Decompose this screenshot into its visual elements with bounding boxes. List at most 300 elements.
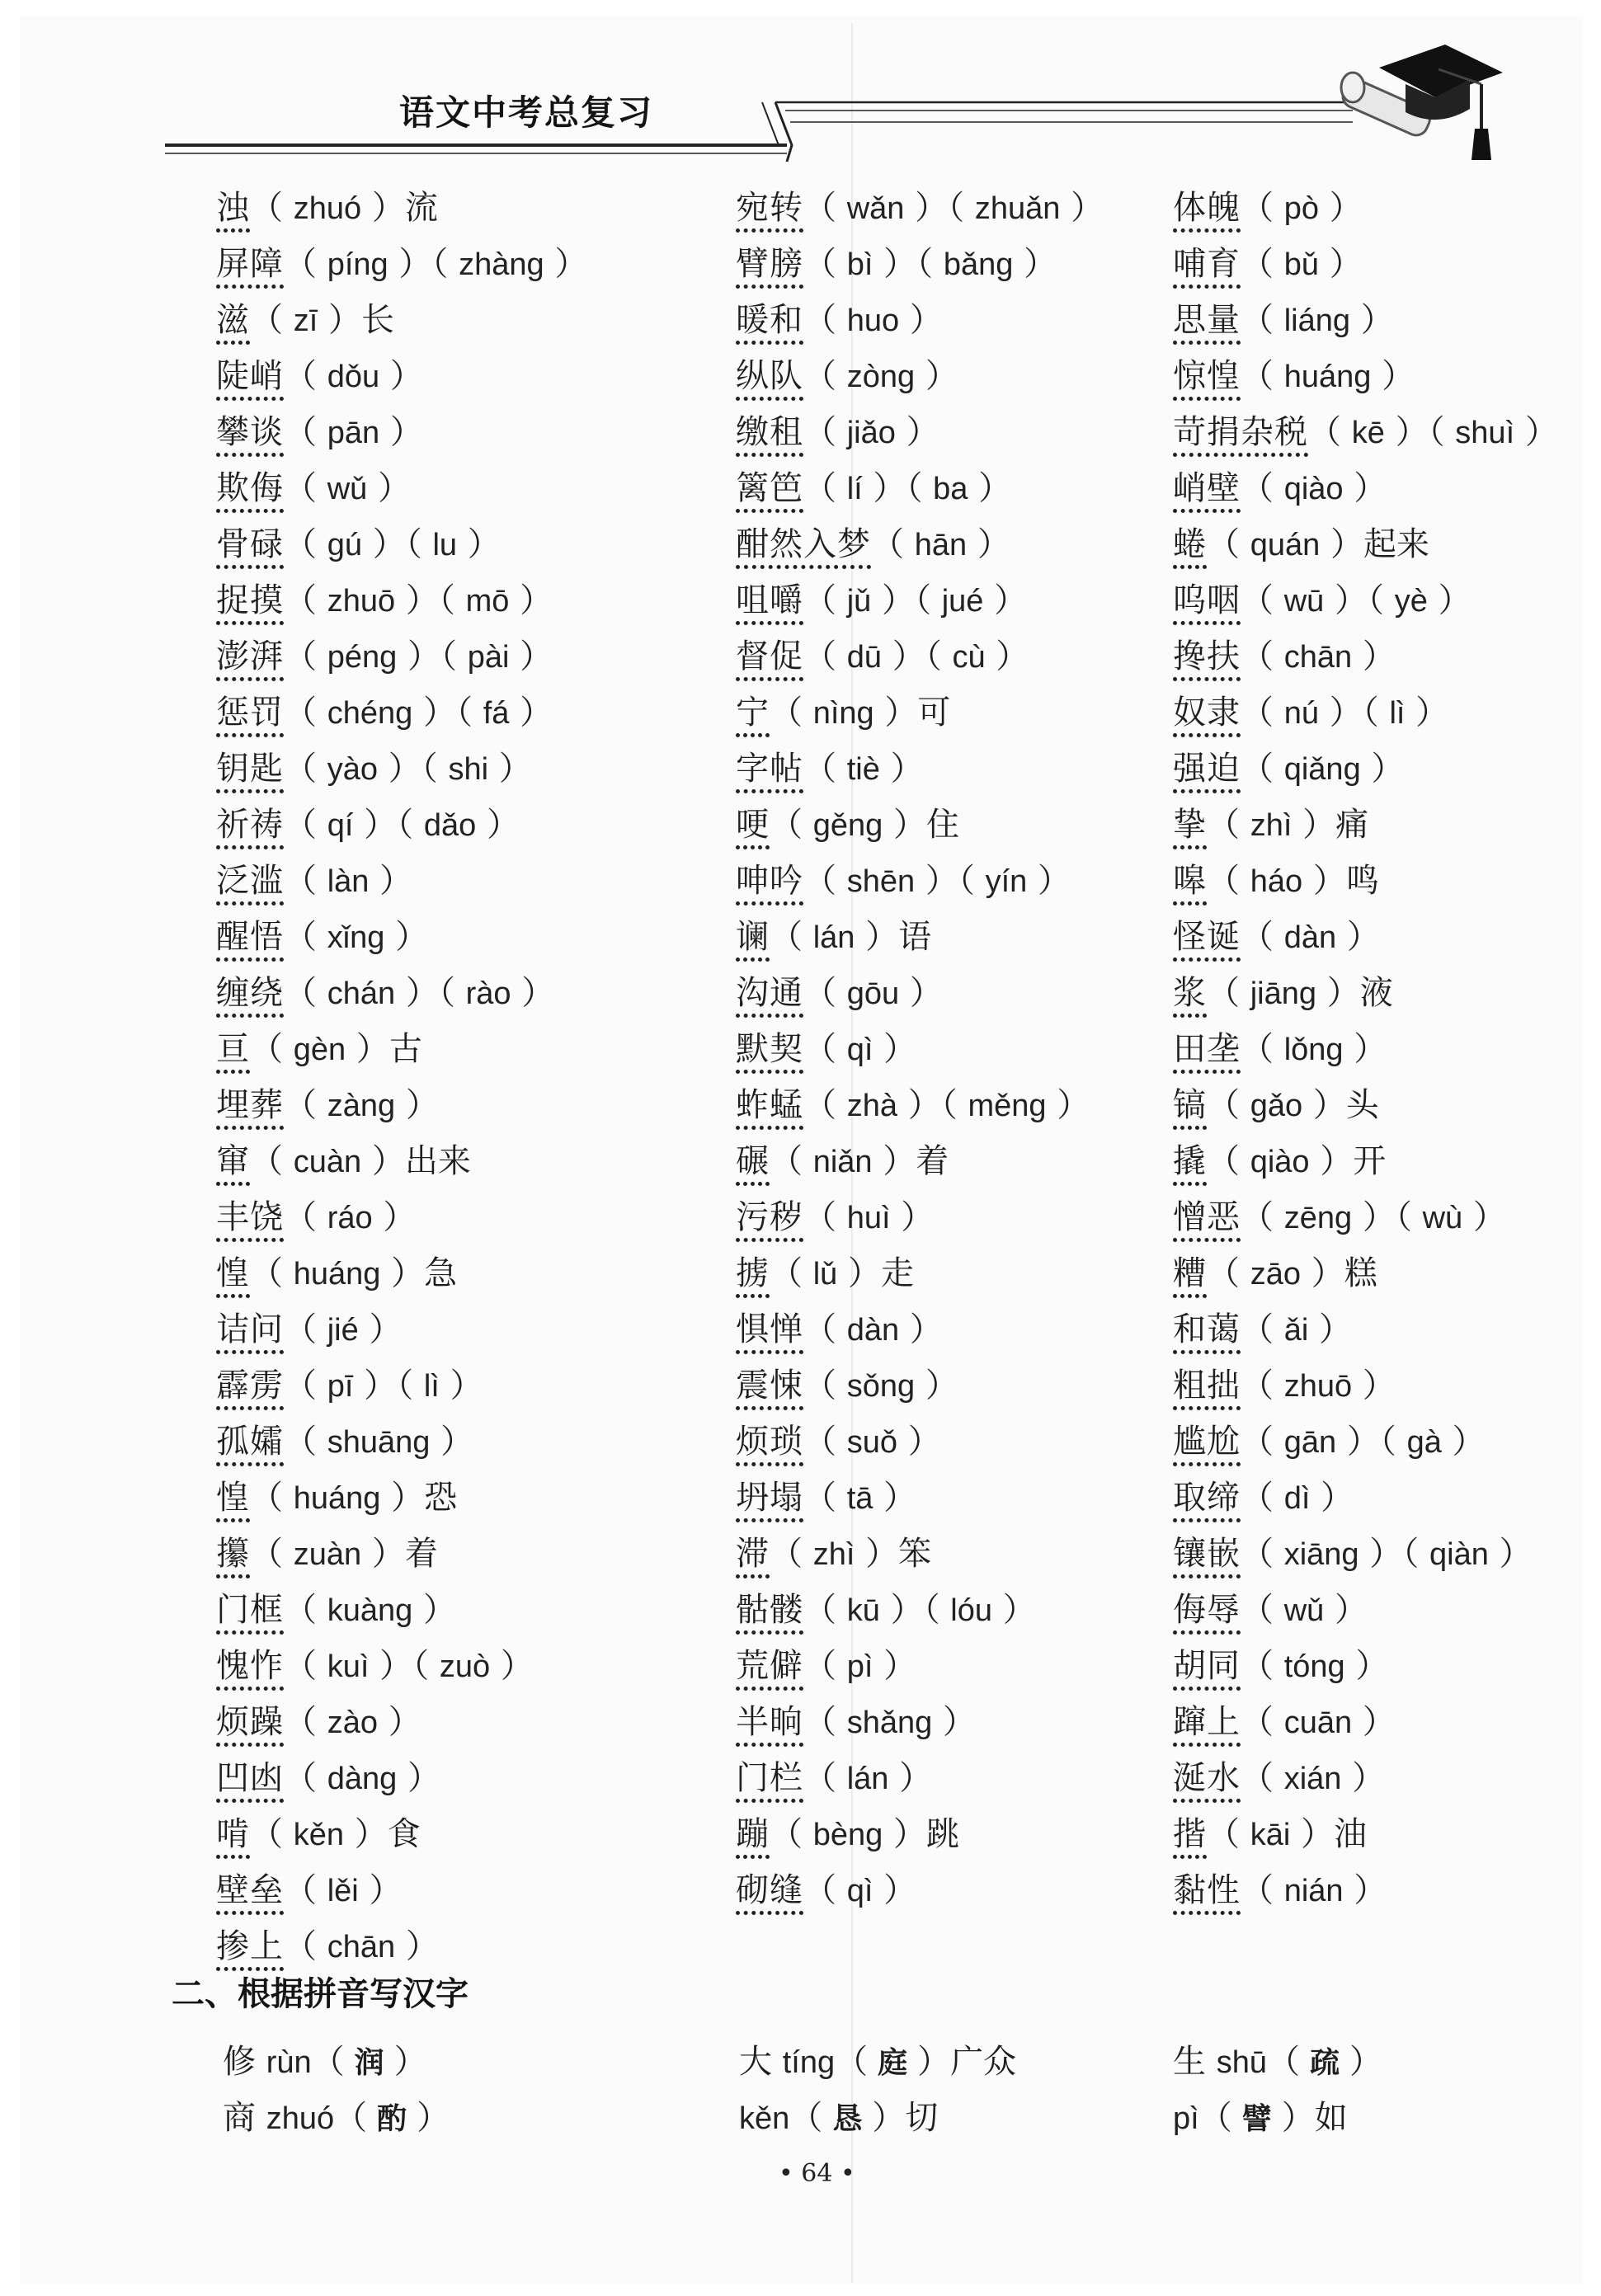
vocab-word: 缠绕 [216,974,284,1012]
paren-open: （ [1241,301,1284,339]
paren-close: ） [353,806,398,844]
paren-open: （ [1368,581,1395,619]
paren-open: （ [438,581,466,619]
paren-close: ） [384,918,429,956]
vocab-suffix: 跳 [925,1815,959,1853]
paren-close: ） [1343,1030,1387,1068]
paren-close: ） [509,638,553,675]
paren-open: （ [284,1703,327,1741]
paren-open: （ [1241,1030,1284,1068]
paren-close: ） [395,1086,439,1124]
paren-close: ） [888,1759,933,1797]
vocab-suffix: 痛 [1335,806,1369,844]
paren-open: （ [770,1254,813,1292]
paren-close: ） [1358,1535,1403,1573]
pinyin: kē [1351,416,1385,450]
vocab-word: 烦躁 [216,1703,284,1741]
pinyin: shi [448,752,489,787]
paren-close: ） [1320,525,1363,563]
vocab-suffix: 住 [925,806,959,844]
vocab-word: 泛滥 [216,862,284,900]
vocab-word: 尴尬 [1173,1423,1241,1461]
vocab-suffix: 恐 [424,1479,458,1517]
paren-open: （ [770,1815,813,1853]
pinyin: dàng [327,1762,398,1796]
paren-close: ） [367,469,412,507]
pinyin: pī [327,1369,354,1404]
vocab-word: 粗拙 [1173,1367,1241,1404]
pinyin: pān [327,416,380,450]
pinyin: zhà [846,1089,897,1123]
paren-open: （ [284,1591,327,1629]
pinyin: kěn [293,1818,344,1852]
pinyin: zhuō [327,584,396,619]
paren-close: ） [915,862,958,900]
pinyin: qí [327,808,354,843]
item-suffix: 广众 [950,2043,1017,2081]
pinyin: làn [327,864,370,899]
pinyin: bǔ [1283,247,1319,282]
pinyin: suǒ [846,1425,897,1460]
paren-close: ） [967,525,1010,563]
vocab-word: 暖和 [736,301,803,339]
paren-close: ） [1336,918,1380,956]
paren-open: （ [1241,245,1284,283]
pinyin: wǔ [1283,1593,1325,1628]
paren-close: ） [511,974,555,1012]
pinyin: zhì [1250,808,1293,843]
vocab-row [1173,1414,1601,1470]
pinyin: kū [846,1593,880,1628]
vocab-word: 黏性 [1173,1871,1241,1909]
pinyin: zhuó [293,191,362,226]
paren-close: ） [1046,1086,1090,1124]
vocab-row [216,628,678,685]
pinyin: lì [423,1369,440,1404]
vocab-word: 酣然入梦 [736,525,871,563]
pinyin-to-hanzi-item: 修 rùn（ 润 ） [223,2043,427,2081]
pinyin: lán [812,920,855,955]
paren-close: ） [344,1815,388,1853]
vocab-word: 田垄 [1173,1030,1241,1068]
item-pinyin: pì [1173,2101,1199,2136]
paren-close: ） [1488,1535,1533,1573]
pinyin: hān [914,528,968,562]
pinyin: dǒu [327,360,380,394]
paren-open: （ [915,581,942,619]
paren-close: ） [395,581,439,619]
vocab-row [1173,292,1601,348]
paren-open: （ [284,806,327,844]
paren-open: （ [284,413,327,451]
paren-open: （ [250,1142,294,1180]
paren-close: ） [837,1254,882,1292]
paren-open: （ [906,469,934,507]
paren-close: ） [1352,1703,1396,1741]
paren-open: （ [803,974,847,1012]
vocab-row [216,1806,678,1862]
item-pinyin: zhuó [266,2101,335,2136]
pinyin: gǎo [1250,1089,1303,1123]
vocab-suffix: 头 [1345,1086,1379,1124]
vocab-suffix: 油 [1334,1815,1368,1853]
paren-close: ） [378,750,421,788]
vocab-word: 惧惮 [736,1310,803,1348]
pinyin: qì [846,1033,873,1067]
paren-open: （ [250,1815,294,1853]
paren-open: （ [1241,1647,1284,1685]
paren-close: ） [369,1647,413,1685]
pinyin: zàng [327,1089,396,1123]
vocab-word: 滋 [216,301,250,339]
paren-close: ） [1343,469,1387,507]
pinyin: kuì [327,1649,370,1684]
pinyin: fá [483,696,510,731]
vocab-word: 字帖 [736,750,803,788]
paren-open: （ [284,1871,327,1909]
vocab-word: 啃 [216,1815,250,1853]
paren-open: （ [250,189,294,227]
paren-close: ） [1371,357,1415,395]
paren-close: ） [388,245,432,283]
pinyin: pò [1283,191,1319,226]
pinyin: qiǎng [1283,752,1361,787]
vocab-word: 侮辱 [1173,1591,1241,1629]
vocab-word: 和蔼 [1173,1310,1241,1348]
paren-close: ） [897,1423,941,1461]
paren-open: （ [284,1086,327,1124]
pinyin: lu [432,528,458,562]
paren-close: ） [983,581,1028,619]
pinyin: lán [846,1762,889,1796]
vocab-row [216,797,678,853]
pinyin: mō [465,584,510,619]
pinyin: xiāng [1283,1537,1359,1572]
paren-close: ） [1013,245,1057,283]
vocab-row [1173,1582,1601,1638]
paren-close: ） [1309,1142,1354,1180]
pinyin: chéng [327,696,413,731]
pinyin: qì [846,1874,873,1908]
paren-open: （ [1207,974,1250,1012]
vocab-row [1173,909,1601,965]
item-answer: 庭 [878,2045,908,2080]
vocab-row [216,236,678,292]
paren-close: ） [1336,1423,1380,1461]
vocab-row [216,1750,678,1806]
paren-open: （ [803,1030,847,1068]
pinyin: lǒng [1283,1033,1344,1067]
vocab-word: 臂膀 [736,245,803,283]
vocab-row [1173,1526,1601,1582]
vocab-row [736,1806,1198,1862]
paren-close: ） [1352,1198,1396,1236]
vocab-row [1173,1470,1601,1526]
pinyin: pài [467,640,510,675]
pinyin: tiè [846,752,880,787]
vocab-row [216,404,678,460]
paren-close: ） [362,525,406,563]
vocab-row [736,1357,1198,1414]
pinyin: lǔ [812,1257,838,1292]
vocab-suffix: 长 [361,301,394,339]
vocab-word: 浆 [1173,974,1207,1012]
pinyin: měng [968,1089,1047,1123]
vocab-column-middle [736,180,1198,1918]
item-answer: 润 [354,2045,384,2080]
vocab-row [216,460,678,516]
vocab-word: 惊惶 [1173,357,1241,395]
paren-open: （ [455,694,483,732]
paren-open: （ [250,1254,294,1292]
vocab-word: 愧怍 [216,1647,284,1685]
vocab-row [736,1638,1198,1694]
pinyin: qiào [1250,1145,1310,1179]
paren-close: ） [872,1142,916,1180]
paren-open: （ [284,1647,327,1685]
paren-close: ） [883,1815,926,1853]
paren-open: （ [397,1367,424,1404]
vocab-row [736,797,1198,853]
pinyin: tóng [1283,1649,1345,1684]
vocab-row [736,1133,1198,1189]
vocab-suffix: 古 [388,1030,422,1068]
paren-open: （ [250,1479,294,1517]
vocab-word: 浊 [216,189,250,227]
vocab-row [736,685,1198,741]
pinyin: liáng [1283,303,1351,338]
pinyin: nú [1283,696,1319,731]
paren-close: ） [361,189,405,227]
paren-open: （ [431,245,459,283]
vocab-word: 糟 [1173,1254,1207,1292]
pinyin: huo [846,303,900,338]
vocab-word: 埋葬 [216,1086,284,1124]
paren-close: ） [890,1198,935,1236]
vocab-row [736,741,1198,797]
paren-close: ） [968,469,1012,507]
paren-close: ） [380,1479,425,1517]
paren-open: （ [803,1367,847,1404]
vocab-word: 孤孀 [216,1423,284,1461]
vocab-word: 哺育 [1173,245,1241,283]
paren-close: ） [544,245,588,283]
item-answer: 譬 [1241,2101,1272,2136]
paren-open: （ [284,581,327,619]
vocab-row [736,460,1198,516]
paren-close: ） [879,1591,924,1629]
vocab-word: 咀嚼 [736,581,803,619]
vocab-row [216,1862,678,1918]
paren-close: ） [361,1142,405,1180]
paren-close: ） [430,1423,474,1461]
pinyin: chān [1283,640,1353,675]
paren-close: ） [1316,974,1360,1012]
vocab-word: 缴租 [736,413,803,451]
paren-close: ） [855,1535,899,1573]
vocab-row [736,1077,1198,1133]
paren-open: （ [803,1198,847,1236]
paren-open: （ [1241,638,1284,675]
pinyin: lóu [950,1593,993,1628]
pinyin: gōu [846,976,900,1011]
paren-close: ） [1352,638,1396,675]
paren-close: ） [395,974,439,1012]
paren-close: ） [932,1703,976,1741]
vocab-word: 篱笆 [736,469,803,507]
paren-close: ） [1301,1254,1344,1292]
paren-close: ） [412,1591,456,1629]
paren-close: ） [1308,1310,1353,1348]
vocab-word: 凹凼 [216,1759,284,1797]
pinyin: ǎi [1283,1313,1309,1348]
paren-open: （ [958,862,986,900]
vocab-word: 蚱蜢 [736,1086,803,1124]
paren-close: ） [353,1367,398,1404]
vocab-word: 攥 [216,1535,250,1573]
paren-close: ） [855,918,899,956]
vocab-word: 亘 [216,1030,250,1068]
paren-open: （ [1241,1367,1284,1404]
paren-open: （ [1207,1142,1250,1180]
pinyin: shēn [846,864,916,899]
pinyin: péng [327,640,398,675]
pinyin: bǎng [943,247,1014,282]
pinyin: shuì [1455,416,1515,450]
vocab-word: 污秽 [736,1198,803,1236]
vocab-word: 揩 [1173,1815,1207,1853]
paren-open: （ [284,750,327,788]
item-pinyin: kěn [739,2101,790,2136]
vocab-word: 镶嵌 [1173,1535,1241,1573]
pinyin: ba [933,472,968,506]
vocab-word: 宁 [736,694,770,732]
paren-open: （ [1241,189,1284,227]
vocab-row [1173,404,1601,460]
paren-open: （ [405,525,433,563]
vocab-row [736,1414,1198,1470]
vocab-row [216,348,678,404]
vocab-row [1173,1806,1601,1862]
pinyin: dǎo [423,808,477,843]
paren-open: （ [803,469,847,507]
paren-open: （ [1207,1815,1250,1853]
paren-open: （ [284,1198,327,1236]
paren-open: （ [1241,1310,1284,1348]
vocab-row [216,1694,678,1750]
vocab-suffix: 糕 [1344,1254,1377,1292]
pinyin: kuàng [327,1593,413,1628]
vocab-row [216,1021,678,1077]
paren-open: （ [284,245,327,283]
vocab-row [736,180,1198,236]
pinyin: niǎn [812,1145,873,1179]
paren-open: （ [1241,1871,1284,1909]
pinyin: dàn [1283,920,1337,955]
vocab-word: 陡峭 [216,357,284,395]
pinyin: huáng [1283,360,1372,394]
paren-close: ） [1027,862,1071,900]
vocab-row [1173,1077,1601,1133]
vocab-word: 霹雳 [216,1367,284,1404]
paren-close: ） [879,750,924,788]
paren-open: （ [1308,413,1352,451]
vocab-word: 砌缝 [736,1871,803,1909]
paren-close: ） [883,806,926,844]
vocab-row [1173,460,1601,516]
vocab-row [1173,1133,1601,1189]
pinyin: xián [1283,1762,1342,1796]
vocab-word: 荒僻 [736,1647,803,1685]
paren-close: ） [871,581,916,619]
vocab-row [1173,572,1601,628]
vocab-word: 滞 [736,1535,770,1573]
paren-open: （ [284,525,327,563]
vocab-word: 掺上 [216,1927,284,1965]
paren-close: ） [873,694,918,732]
item-answer: 酌 [377,2101,407,2136]
pinyin: zòng [846,360,916,394]
item-prefix: 商 [223,2099,256,2137]
paren-open: （ [284,918,327,956]
item-prefix: 修 [223,2043,256,2081]
item-suffix: 如 [1314,2099,1348,2137]
paren-close: ） [1290,1815,1335,1853]
vocab-row [216,1414,678,1470]
paren-open: （ [1207,525,1250,563]
paren-close: ） [882,638,925,675]
pinyin: huáng [293,1481,381,1516]
vocab-word: 强迫 [1173,750,1241,788]
vocab-row [216,1357,678,1414]
vocab-word: 窜 [216,1142,250,1180]
paren-close: ） [899,301,943,339]
pinyin: lì [1389,696,1406,731]
vocab-word: 门栏 [736,1759,803,1797]
paren-open: （ [250,301,294,339]
vocab-row [1173,1301,1601,1357]
vocab-word: 苛捐杂税 [1173,413,1308,451]
vocab-row [736,572,1198,628]
vocab-suffix: 出来 [404,1142,471,1180]
paren-close: ） [1350,301,1394,339]
paren-open: （ [1207,862,1250,900]
vocab-row [736,853,1198,909]
vocab-word: 体魄 [1173,189,1241,227]
paren-open: （ [284,469,327,507]
paren-close: ） [1344,1647,1389,1685]
vocab-row [1173,1638,1601,1694]
paren-open: （ [1241,1479,1284,1517]
pinyin: cuān [1283,1706,1353,1740]
pinyin: háo [1250,864,1303,899]
paren-close: ） [358,1871,403,1909]
vocab-word: 涎水 [1173,1759,1241,1797]
header-title: 语文中考总复习 [399,92,654,133]
vocab-word: 怪诞 [1173,918,1241,956]
vocab-word: 沟通 [736,974,803,1012]
vocab-word: 惩罚 [216,694,284,732]
paren-close: ） [412,694,456,732]
paren-close: ） [1360,750,1405,788]
item-pinyin: tíng [782,2045,836,2080]
paren-open: （ [1395,1198,1423,1236]
paren-open: （ [803,1647,847,1685]
vocab-row [216,1470,678,1526]
paren-close: ） [1310,1479,1354,1517]
vocab-word: 峭壁 [1173,469,1241,507]
paren-close: ） [1514,413,1558,451]
